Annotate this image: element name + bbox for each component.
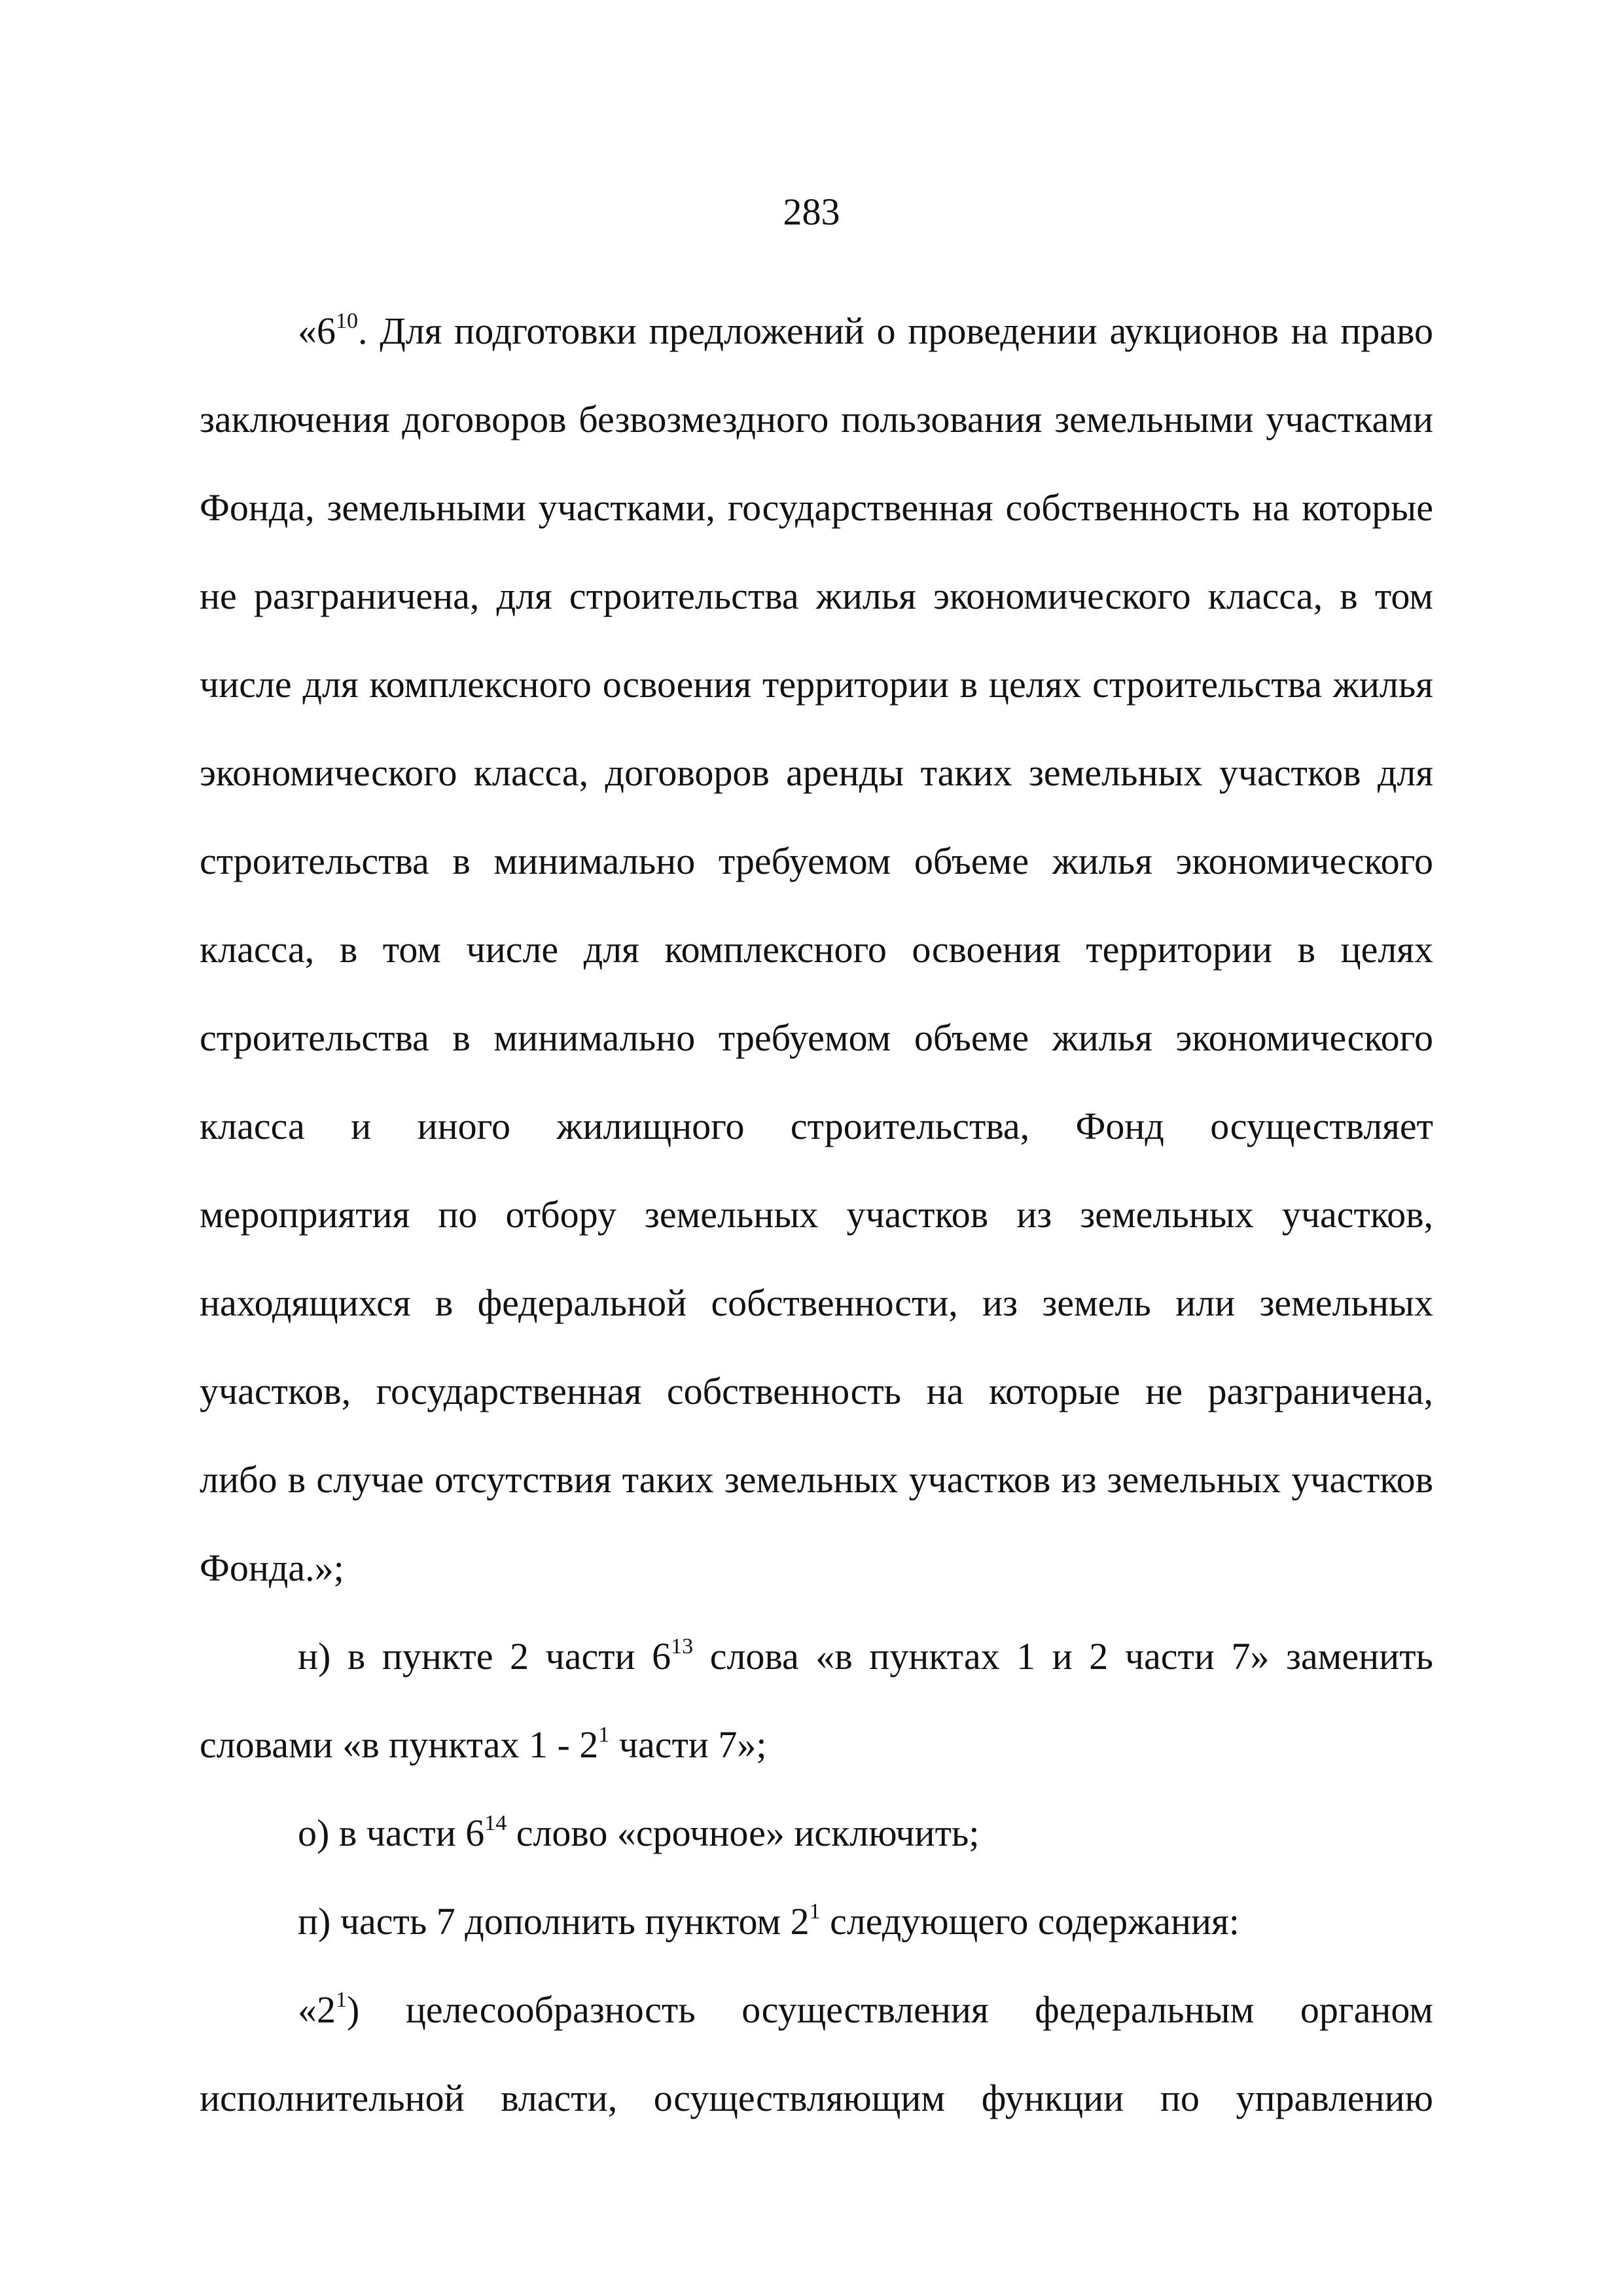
text-line: о) в части $6^{14}$ слово «срочное» исключить; [298, 1811, 980, 1854]
text-line: находящихся в федеральной собственности, из земель или земельных [200, 1282, 1433, 1324]
text-line: словами «в пунктах $1 - 2^1$ части 7»; [200, 1723, 767, 1766]
superscript: 14 [484, 1811, 507, 1835]
text-line: участков, государственная собственность на которые не разграничена, [200, 1370, 1433, 1412]
text-line: мероприятия по отбору земельных участков из земельных участков, [200, 1193, 1433, 1236]
text-line: «$2^1$) целесообразность осуществления федеральным органом [298, 1988, 1433, 2031]
text-line: п) часть 7 дополнить пунктом $2^1$ следующего содержания: [298, 1899, 1240, 1943]
text-line: Фонда.»; [200, 1547, 344, 1589]
superscript: 13 [671, 1634, 694, 1659]
superscript: 1 [336, 1988, 347, 2012]
text-line: числе для комплексного освоения территории в целях строительства жилья [200, 663, 1433, 706]
text-line: класса и иного жилищного строительства, Фонд осуществляет [200, 1105, 1433, 1147]
text-line: либо в случае отсутствия таких земельных участков из земельных участков [200, 1458, 1433, 1501]
superscript: 1 [598, 1723, 610, 1747]
text-line: Фонда, земельными участками, государственная собственность на которые [200, 486, 1433, 529]
superscript: 1 [809, 1899, 821, 1924]
text-line: строительства в минимально требуемом объеме жилья экономического [200, 840, 1433, 882]
text-line: заключения договоров безвозмездного пользования земельными участками [200, 398, 1433, 440]
paragraph-o [200, 1789, 1433, 1877]
text-line: экономического класса, договоров аренды таких земельных участков для [200, 751, 1433, 794]
text-line: не разграничена, для строительства жилья экономического класса, в том [200, 575, 1433, 617]
text-line: «$6^{10}$. Для подготовки предложений о проведении аукционов на право [298, 309, 1433, 352]
paragraph-n [200, 1612, 1433, 1789]
paragraph-p [200, 1877, 1433, 1965]
text-line: класса, в том числе для комплексного освоения территории в целях [200, 928, 1433, 971]
paragraph-6-10 [200, 287, 1433, 1612]
text-line: строительства в минимально требуемом объеме жилья экономического [200, 1016, 1433, 1059]
text-line: исполнительной власти, осуществляющим функции по управлению [200, 2077, 1433, 2119]
superscript: 10 [336, 309, 358, 333]
paragraph-2-1 [200, 1965, 1433, 2142]
text-line: н) в пункте 2 части $6^{13}$ слова «в пунктах 1 и 2 части 7» заменить [298, 1634, 1433, 1677]
page-number: 283 [783, 190, 840, 233]
